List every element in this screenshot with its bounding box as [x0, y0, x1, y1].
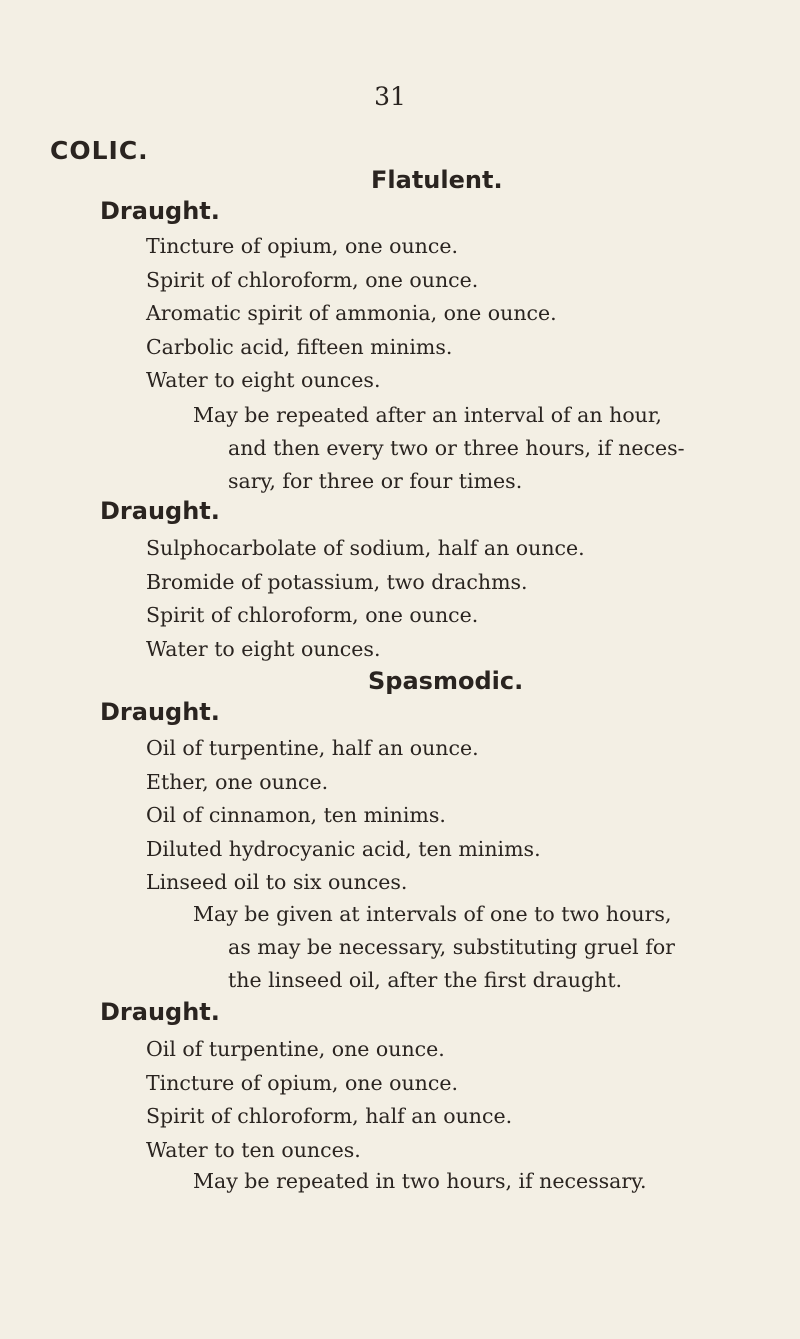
ingredient-item: Water to eight ounces.: [146, 368, 381, 392]
ingredient-item: Spirit of chloroform, one ounce.: [146, 603, 479, 627]
note-line: May be repeated in two hours, if necessary.: [193, 1169, 647, 1193]
note-line: as may be necessary, substituting gruel for: [228, 935, 675, 959]
note-line: sary, for three or four times.: [228, 469, 523, 493]
ingredient-item: Ether, one ounce.: [146, 769, 329, 794]
note-line: May be given at intervals of one to two hours,: [193, 902, 672, 926]
note-line: May be repeated after an interval of an hour,: [193, 403, 662, 427]
ingredient-item: Spirit of chloroform, one ounce.: [146, 267, 479, 292]
ingredient-list: [146, 532, 585, 666]
ingredient-list: [146, 230, 557, 398]
ingredient-item: Water to ten ounces.: [146, 1137, 361, 1162]
page-number: 31: [374, 82, 406, 111]
ingredient-item: Sulphocarbolate of sodium, half an ounce.: [146, 536, 585, 560]
ingredient-item: Tincture of opium, one ounce.: [146, 1070, 459, 1095]
draught-label: Draught.: [100, 197, 220, 225]
ingredient-item: Tincture of opium, one ounce.: [146, 234, 459, 258]
ingredient-item: Bromide of potassium, two drachms.: [146, 569, 528, 594]
ingredient-item: Spirit of chloroform, half an ounce.: [146, 1104, 513, 1128]
ingredient-item: Oil of turpentine, one ounce.: [146, 1037, 445, 1061]
draught-label: Draught.: [100, 698, 220, 726]
ingredient-item: Water to eight ounces.: [146, 636, 381, 661]
draught-label: Draught.: [100, 497, 220, 525]
ingredient-list: [146, 1033, 512, 1167]
section-title-spasmodic: Spasmodic.: [368, 667, 524, 695]
draught-label: Draught.: [100, 998, 220, 1026]
dosage-note: [193, 898, 675, 997]
chapter-heading: COLIC.: [50, 136, 149, 165]
ingredient-item: Carbolic acid, fifteen minims.: [146, 334, 453, 359]
ingredient-item: Aromatic spirit of ammonia, one ounce.: [146, 301, 557, 325]
note-line: and then every two or three hours, if neces-: [228, 436, 685, 460]
ingredient-item: Linseed oil to six ounces.: [146, 870, 408, 894]
dosage-note: [193, 1165, 647, 1198]
ingredient-item: Oil of cinnamon, ten minims.: [146, 803, 446, 827]
ingredient-item: Oil of turpentine, half an ounce.: [146, 736, 479, 760]
ingredient-item: Diluted hydrocyanic acid, ten minims.: [146, 836, 541, 861]
ingredient-list: [146, 732, 541, 900]
note-line: the linseed oil, after the first draught.: [228, 968, 623, 992]
dosage-note: [193, 399, 685, 498]
section-title-flatulent: Flatulent.: [371, 166, 503, 194]
